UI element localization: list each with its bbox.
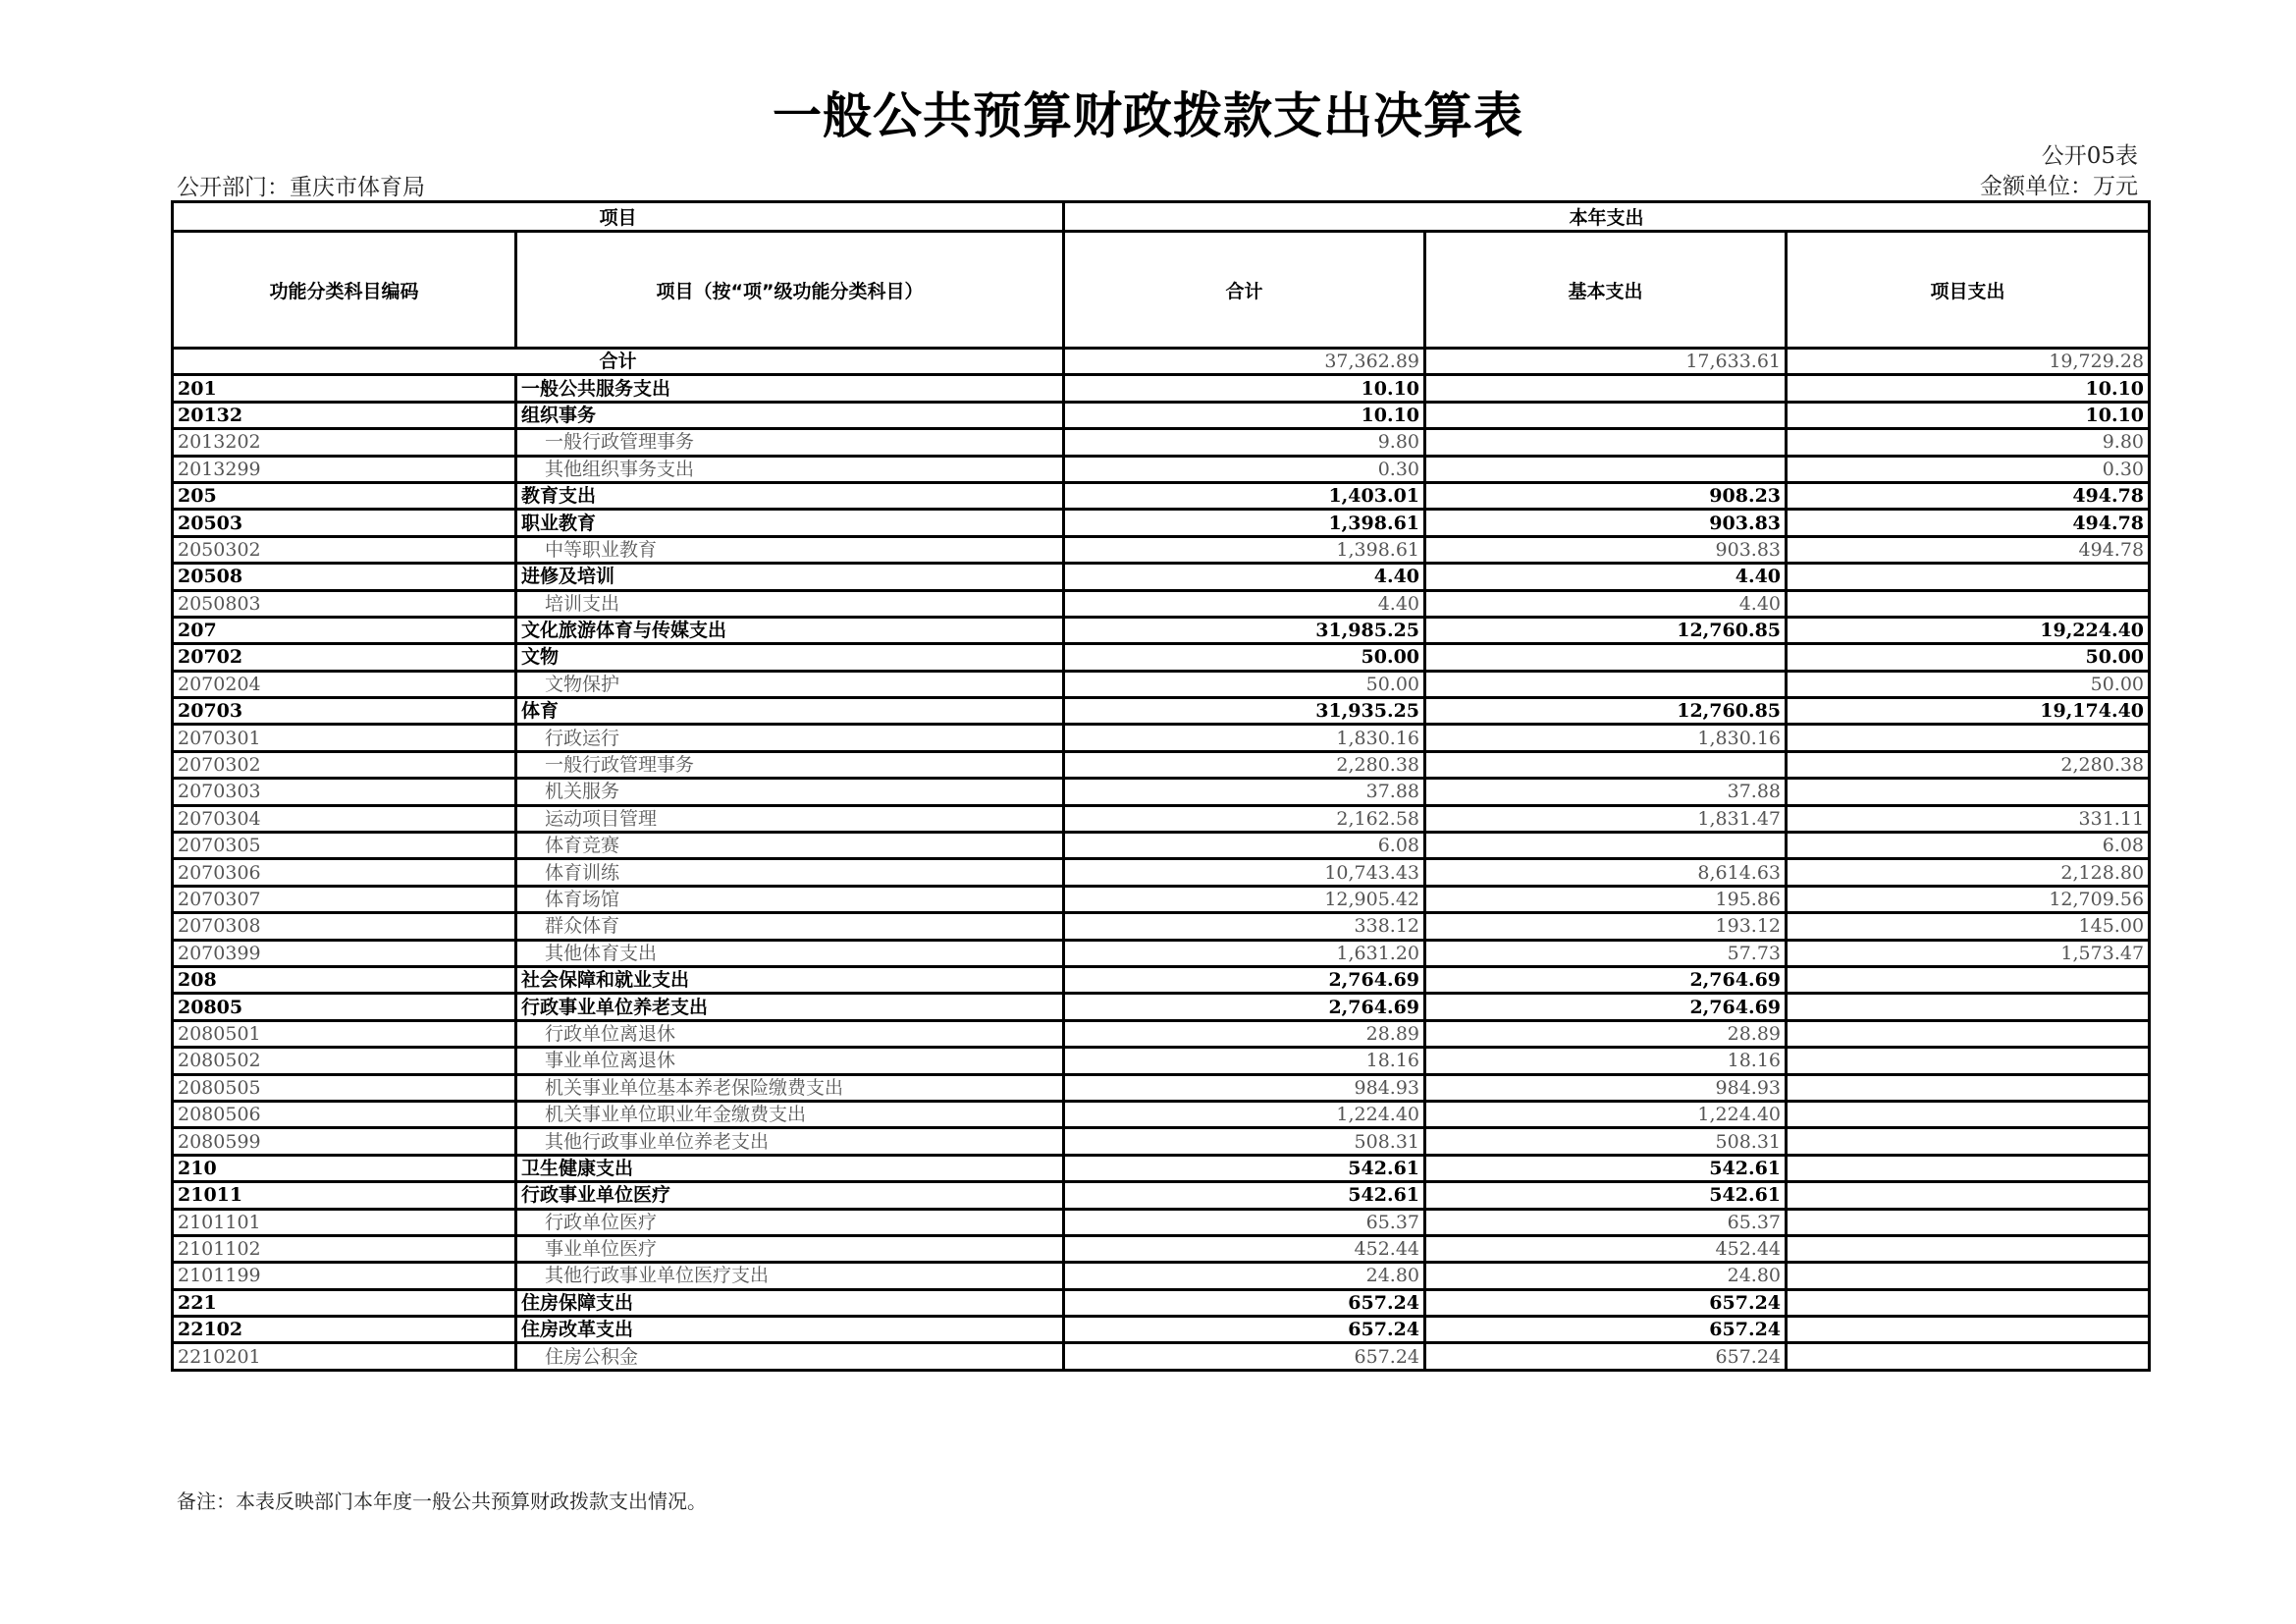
cell-code: 21011: [173, 1182, 516, 1209]
cell-code: 20702: [173, 644, 516, 671]
cell-total: 508.31: [1064, 1128, 1425, 1155]
cell-project: [1787, 1317, 2150, 1343]
cell-code: 2080599: [173, 1128, 516, 1155]
cell-project: [1787, 1343, 2150, 1370]
cell-project: [1787, 1263, 2150, 1289]
table-row: [173, 913, 2150, 940]
cell-item-name: 其他组织事务支出: [516, 456, 1064, 482]
cell-item-name: 行政单位离退休: [516, 1020, 1064, 1047]
cell-code: 20805: [173, 994, 516, 1020]
table-row: [173, 1182, 2150, 1209]
total-amount: 37,362.89: [1064, 349, 1425, 375]
cell-item-name: 一般公共服务支出: [516, 375, 1064, 402]
form-number: 公开05表: [2041, 143, 2138, 169]
cell-item-name: 社会保障和就业支出: [516, 966, 1064, 993]
cell-basic: 542.61: [1425, 1155, 1787, 1181]
cell-total: 657.24: [1064, 1343, 1425, 1370]
cell-basic: [1425, 402, 1787, 428]
cell-total: 1,398.61: [1064, 536, 1425, 563]
total-label: 合计: [173, 349, 1064, 375]
cell-project: 9.80: [1787, 429, 2150, 456]
cell-project: 2,280.38: [1787, 751, 2150, 778]
cell-basic: 18.16: [1425, 1048, 1787, 1074]
cell-project: 494.78: [1787, 482, 2150, 509]
cell-item-name: 住房改革支出: [516, 1317, 1064, 1343]
cell-code: 208: [173, 966, 516, 993]
table-row: [173, 482, 2150, 509]
cell-item-name: 机关事业单位职业年金缴费支出: [516, 1101, 1064, 1127]
cell-item-name: 行政事业单位养老支出: [516, 994, 1064, 1020]
cell-basic: [1425, 429, 1787, 456]
cell-basic: 1,224.40: [1425, 1101, 1787, 1127]
header-group-current-year: 本年支出: [1064, 202, 2150, 232]
cell-code: 205: [173, 482, 516, 509]
cell-total: 2,764.69: [1064, 966, 1425, 993]
cell-project: [1787, 779, 2150, 805]
table-row: [173, 886, 2150, 912]
cell-item-name: 体育训练: [516, 859, 1064, 886]
cell-item-name: 其他行政事业单位养老支出: [516, 1128, 1064, 1155]
cell-item-name: 体育竞赛: [516, 833, 1064, 859]
cell-total: 657.24: [1064, 1289, 1425, 1316]
column-header-basic: 基本支出: [1425, 232, 1787, 349]
cell-item-name: 体育: [516, 698, 1064, 725]
cell-item-name: 事业单位医疗: [516, 1235, 1064, 1262]
cell-basic: 12,760.85: [1425, 617, 1787, 643]
cell-project: [1787, 1182, 2150, 1209]
total-basic: 17,633.61: [1425, 349, 1787, 375]
cell-code: 2070204: [173, 671, 516, 697]
cell-total: 28.89: [1064, 1020, 1425, 1047]
table-row: [173, 1048, 2150, 1074]
table-row: [173, 617, 2150, 643]
cell-code: 2070399: [173, 940, 516, 966]
amount-unit-label: 金额单位：万元: [1980, 174, 2138, 199]
cell-project: 50.00: [1787, 644, 2150, 671]
cell-basic: 24.80: [1425, 1263, 1787, 1289]
cell-basic: 903.83: [1425, 510, 1787, 536]
table-row: [173, 644, 2150, 671]
cell-total: 1,631.20: [1064, 940, 1425, 966]
cell-total: 37.88: [1064, 779, 1425, 805]
cell-project: 12,709.56: [1787, 886, 2150, 912]
cell-item-name: 文化旅游体育与传媒支出: [516, 617, 1064, 643]
cell-basic: [1425, 833, 1787, 859]
cell-basic: 193.12: [1425, 913, 1787, 940]
cell-code: 2013299: [173, 456, 516, 482]
cell-code: 20508: [173, 564, 516, 590]
cell-code: 221: [173, 1289, 516, 1316]
cell-project: 494.78: [1787, 510, 2150, 536]
table-row: [173, 940, 2150, 966]
cell-total: 18.16: [1064, 1048, 1425, 1074]
table-row: [173, 698, 2150, 725]
cell-project: [1787, 1209, 2150, 1235]
cell-project: [1787, 1074, 2150, 1101]
header-group-items: 项目: [173, 202, 1064, 232]
cell-basic: 452.44: [1425, 1235, 1787, 1262]
cell-code: 2050803: [173, 590, 516, 617]
table-row: [173, 1235, 2150, 1262]
cell-code: 2210201: [173, 1343, 516, 1370]
cell-basic: 984.93: [1425, 1074, 1787, 1101]
cell-code: 2080506: [173, 1101, 516, 1127]
cell-code: 2080505: [173, 1074, 516, 1101]
cell-total: 2,162.58: [1064, 805, 1425, 832]
cell-basic: 657.24: [1425, 1343, 1787, 1370]
cell-total: 31,935.25: [1064, 698, 1425, 725]
cell-basic: 195.86: [1425, 886, 1787, 912]
cell-total: 10.10: [1064, 375, 1425, 402]
table-row: [173, 1074, 2150, 1101]
cell-basic: 37.88: [1425, 779, 1787, 805]
column-header-code: 功能分类科目编码: [173, 232, 516, 349]
cell-total: 10,743.43: [1064, 859, 1425, 886]
cell-basic: 65.37: [1425, 1209, 1787, 1235]
cell-project: [1787, 1128, 2150, 1155]
cell-project: 331.11: [1787, 805, 2150, 832]
cell-item-name: 其他行政事业单位医疗支出: [516, 1263, 1064, 1289]
cell-project: [1787, 1020, 2150, 1047]
table-row: [173, 1155, 2150, 1181]
cell-code: 2070306: [173, 859, 516, 886]
cell-project: [1787, 1235, 2150, 1262]
cell-code: 2013202: [173, 429, 516, 456]
cell-total: 31,985.25: [1064, 617, 1425, 643]
cell-code: 2070307: [173, 886, 516, 912]
cell-basic: 908.23: [1425, 482, 1787, 509]
cell-total: 10.10: [1064, 402, 1425, 428]
cell-code: 2070301: [173, 725, 516, 751]
cell-code: 2080502: [173, 1048, 516, 1074]
table-row: [173, 402, 2150, 428]
table-row: [173, 1101, 2150, 1127]
cell-item-name: 行政单位医疗: [516, 1209, 1064, 1235]
footnote: 备注：本表反映部门本年度一般公共预算财政拨款支出情况。: [177, 1489, 707, 1513]
cell-code: 2070304: [173, 805, 516, 832]
table-row: [173, 1020, 2150, 1047]
table-row: [173, 859, 2150, 886]
total-project: 19,729.28: [1787, 349, 2150, 375]
cell-code: 2070305: [173, 833, 516, 859]
cell-basic: 657.24: [1425, 1289, 1787, 1316]
cell-total: 12,905.42: [1064, 886, 1425, 912]
cell-item-name: 中等职业教育: [516, 536, 1064, 563]
table-row: [173, 590, 2150, 617]
cell-code: 20132: [173, 402, 516, 428]
cell-project: [1787, 1048, 2150, 1074]
cell-total: 9.80: [1064, 429, 1425, 456]
cell-item-name: 机关事业单位基本养老保险缴费支出: [516, 1074, 1064, 1101]
cell-item-name: 职业教育: [516, 510, 1064, 536]
cell-total: 542.61: [1064, 1155, 1425, 1181]
table-row: [173, 536, 2150, 563]
cell-code: 2101101: [173, 1209, 516, 1235]
cell-code: 2101102: [173, 1235, 516, 1262]
table-row: [173, 510, 2150, 536]
cell-project: 19,224.40: [1787, 617, 2150, 643]
cell-project: [1787, 966, 2150, 993]
cell-item-name: 其他体育支出: [516, 940, 1064, 966]
cell-project: 10.10: [1787, 375, 2150, 402]
cell-total: 2,764.69: [1064, 994, 1425, 1020]
cell-project: 10.10: [1787, 402, 2150, 428]
cell-project: [1787, 725, 2150, 751]
table-row: [173, 456, 2150, 482]
cell-code: 2050302: [173, 536, 516, 563]
cell-item-name: 住房公积金: [516, 1343, 1064, 1370]
cell-code: 20703: [173, 698, 516, 725]
cell-basic: 508.31: [1425, 1128, 1787, 1155]
table-row: [173, 1289, 2150, 1316]
cell-total: 657.24: [1064, 1317, 1425, 1343]
cell-project: [1787, 994, 2150, 1020]
cell-basic: 57.73: [1425, 940, 1787, 966]
cell-basic: 12,760.85: [1425, 698, 1787, 725]
cell-code: 207: [173, 617, 516, 643]
cell-basic: [1425, 644, 1787, 671]
cell-item-name: 行政事业单位医疗: [516, 1182, 1064, 1209]
cell-code: 22102: [173, 1317, 516, 1343]
table-row: [173, 1209, 2150, 1235]
cell-code: 2070308: [173, 913, 516, 940]
cell-total: 1,830.16: [1064, 725, 1425, 751]
cell-item-name: 组织事务: [516, 402, 1064, 428]
cell-basic: 657.24: [1425, 1317, 1787, 1343]
table-row: [173, 1343, 2150, 1370]
table-row: [173, 833, 2150, 859]
cell-basic: 2,764.69: [1425, 966, 1787, 993]
cell-project: 0.30: [1787, 456, 2150, 482]
cell-basic: 4.40: [1425, 590, 1787, 617]
cell-basic: 2,764.69: [1425, 994, 1787, 1020]
cell-basic: 542.61: [1425, 1182, 1787, 1209]
table-row: [173, 671, 2150, 697]
cell-project: [1787, 590, 2150, 617]
cell-total: 984.93: [1064, 1074, 1425, 1101]
cell-item-name: 行政运行: [516, 725, 1064, 751]
cell-total: 1,403.01: [1064, 482, 1425, 509]
cell-code: 2070303: [173, 779, 516, 805]
cell-code: 20503: [173, 510, 516, 536]
cell-basic: [1425, 751, 1787, 778]
cell-project: 494.78: [1787, 536, 2150, 563]
cell-total: 6.08: [1064, 833, 1425, 859]
cell-basic: [1425, 375, 1787, 402]
cell-code: 210: [173, 1155, 516, 1181]
cell-code: 2070302: [173, 751, 516, 778]
cell-basic: 1,830.16: [1425, 725, 1787, 751]
cell-basic: [1425, 456, 1787, 482]
cell-item-name: 群众体育: [516, 913, 1064, 940]
cell-code: 2101199: [173, 1263, 516, 1289]
cell-item-name: 卫生健康支出: [516, 1155, 1064, 1181]
cell-item-name: 一般行政管理事务: [516, 429, 1064, 456]
cell-total: 542.61: [1064, 1182, 1425, 1209]
table-row: [173, 994, 2150, 1020]
cell-total: 50.00: [1064, 671, 1425, 697]
table-row: [173, 375, 2150, 402]
table-row: [173, 751, 2150, 778]
cell-item-name: 住房保障支出: [516, 1289, 1064, 1316]
page-title: 一般公共预算财政拨款支出决算表: [773, 87, 1523, 144]
cell-project: 19,174.40: [1787, 698, 2150, 725]
cell-item-name: 教育支出: [516, 482, 1064, 509]
cell-item-name: 培训支出: [516, 590, 1064, 617]
table-row: [173, 1317, 2150, 1343]
cell-item-name: 事业单位离退休: [516, 1048, 1064, 1074]
cell-total: 4.40: [1064, 564, 1425, 590]
cell-code: 201: [173, 375, 516, 402]
cell-total: 0.30: [1064, 456, 1425, 482]
cell-item-name: 运动项目管理: [516, 805, 1064, 832]
cell-project: 1,573.47: [1787, 940, 2150, 966]
cell-item-name: 文物: [516, 644, 1064, 671]
cell-basic: 28.89: [1425, 1020, 1787, 1047]
expenditure-table: [171, 200, 2151, 1372]
cell-total: 338.12: [1064, 913, 1425, 940]
cell-project: 6.08: [1787, 833, 2150, 859]
table-row: [173, 1263, 2150, 1289]
column-header-project: 项目支出: [1787, 232, 2150, 349]
cell-project: 50.00: [1787, 671, 2150, 697]
table-row: [173, 1128, 2150, 1155]
cell-basic: 4.40: [1425, 564, 1787, 590]
table-row: [173, 805, 2150, 832]
cell-project: 2,128.80: [1787, 859, 2150, 886]
cell-total: 4.40: [1064, 590, 1425, 617]
table-row: [173, 779, 2150, 805]
cell-item-name: 进修及培训: [516, 564, 1064, 590]
cell-basic: 903.83: [1425, 536, 1787, 563]
cell-project: [1787, 1101, 2150, 1127]
table-row: [173, 429, 2150, 456]
cell-total: 1,224.40: [1064, 1101, 1425, 1127]
cell-project: [1787, 564, 2150, 590]
cell-project: 145.00: [1787, 913, 2150, 940]
cell-project: [1787, 1289, 2150, 1316]
total-row: [173, 349, 2150, 375]
cell-total: 452.44: [1064, 1235, 1425, 1262]
column-header-item: 项目（按“项”级功能分类科目）: [516, 232, 1064, 349]
table-row: [173, 564, 2150, 590]
cell-item-name: 体育场馆: [516, 886, 1064, 912]
cell-basic: [1425, 671, 1787, 697]
cell-code: 2080501: [173, 1020, 516, 1047]
cell-total: 50.00: [1064, 644, 1425, 671]
cell-item-name: 机关服务: [516, 779, 1064, 805]
cell-basic: 8,614.63: [1425, 859, 1787, 886]
cell-project: [1787, 1155, 2150, 1181]
cell-item-name: 文物保护: [516, 671, 1064, 697]
cell-item-name: 一般行政管理事务: [516, 751, 1064, 778]
cell-total: 65.37: [1064, 1209, 1425, 1235]
department-label: 公开部门：重庆市体育局: [177, 175, 425, 200]
cell-total: 24.80: [1064, 1263, 1425, 1289]
table-row: [173, 725, 2150, 751]
cell-total: 1,398.61: [1064, 510, 1425, 536]
column-header-total: 合计: [1064, 232, 1425, 349]
table-row: [173, 966, 2150, 993]
cell-basic: 1,831.47: [1425, 805, 1787, 832]
cell-total: 2,280.38: [1064, 751, 1425, 778]
